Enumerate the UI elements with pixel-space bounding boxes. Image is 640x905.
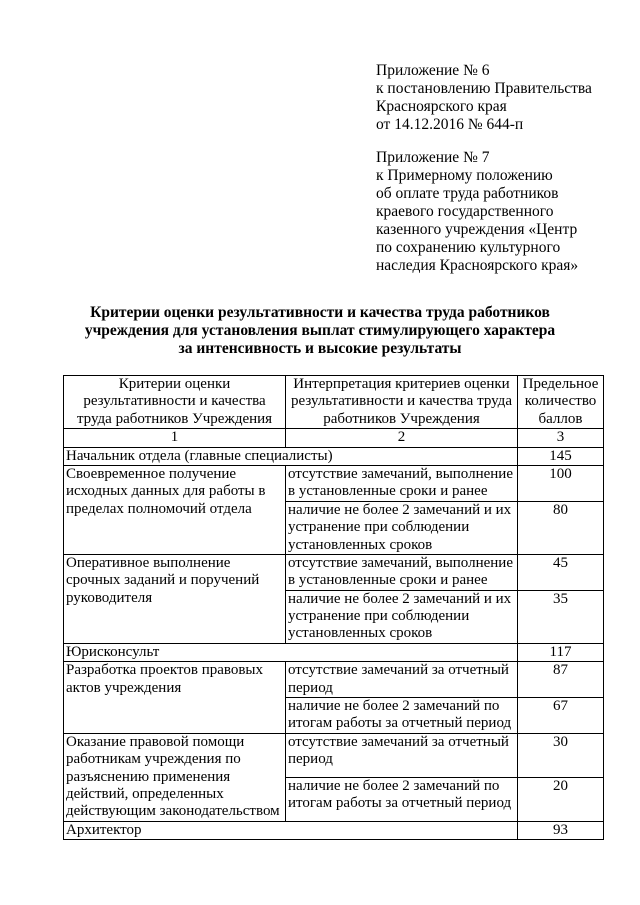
appendix-7-line: об оплате труда работников bbox=[376, 184, 559, 202]
criterion-points: 67 bbox=[518, 698, 604, 734]
title-line: Критерии оценки результативности и качества труда работников bbox=[90, 304, 550, 321]
appendix-7-line: Приложение № 7 bbox=[376, 149, 490, 166]
position-name: Архитектор bbox=[64, 821, 518, 839]
criterion-points: 30 bbox=[518, 733, 604, 777]
table-row bbox=[64, 554, 604, 590]
appendix-6-line: Красноярского края bbox=[376, 97, 507, 115]
criterion-interpretation: наличие не более 2 замечаний и их устранение при соблюдении установленных сроков bbox=[286, 501, 518, 554]
appendix-7-line: наследия Красноярского края» bbox=[376, 256, 579, 274]
column-number: 1 bbox=[64, 429, 286, 447]
criterion-points: 80 bbox=[518, 501, 604, 554]
position-name: Юрисконсульт bbox=[64, 643, 518, 661]
position-row bbox=[64, 643, 604, 661]
column-number: 2 bbox=[286, 429, 518, 447]
header-interpretation: Интерпретация критериев оценки результативности и качества труда работников Учреждения bbox=[286, 376, 518, 429]
criteria-table bbox=[63, 375, 604, 840]
appendix-6-line: к постановлению Правительства bbox=[376, 79, 592, 97]
criterion-points: 100 bbox=[518, 465, 604, 501]
appendix-6-block bbox=[376, 62, 626, 134]
appendix-6-line: от 14.12.2016 № 644-п bbox=[376, 115, 524, 133]
document-title bbox=[40, 304, 600, 358]
position-row bbox=[64, 821, 604, 839]
criterion-interpretation: наличие не более 2 замечаний по итогам работы за отчетный период bbox=[286, 777, 518, 821]
criterion-points: 45 bbox=[518, 554, 604, 590]
criterion-points: 87 bbox=[518, 662, 604, 698]
appendix-7-line: по сохранению культурного bbox=[376, 238, 561, 256]
criterion-name: Своевременное получение исходных данных для работы в пределах полномочий отдела bbox=[64, 465, 286, 554]
criterion-name: Разработка проектов правовых актов учреждения bbox=[64, 662, 286, 734]
appendix-7-line: к Примерному положению bbox=[376, 166, 553, 184]
criterion-interpretation: отсутствие замечаний, выполнение в установленные сроки и ранее bbox=[286, 554, 518, 590]
title-line: учреждения для установления выплат стимулирующего характера bbox=[84, 321, 556, 339]
header-criteria: Критерии оценки результативности и качества труда работников Учреждения bbox=[64, 376, 286, 429]
criterion-interpretation: наличие не более 2 замечаний и их устранение при соблюдении установленных сроков bbox=[286, 590, 518, 643]
appendix-7-line: казенного учреждения «Центр bbox=[376, 220, 578, 238]
table-row bbox=[64, 733, 604, 777]
header-points: Предельное количество баллов bbox=[518, 376, 604, 429]
criterion-points: 20 bbox=[518, 777, 604, 821]
column-number-row bbox=[64, 429, 604, 447]
criterion-name: Оказание правовой помощи работникам учреждения по разъяснению применения действий, определенных действующим законодательством bbox=[64, 733, 286, 821]
criterion-name: Оперативное выполнение срочных заданий и поручений руководителя bbox=[64, 554, 286, 643]
appendix-6-line: Приложение № 6 bbox=[376, 62, 490, 79]
table-header-row bbox=[64, 376, 604, 429]
appendix-7-block bbox=[376, 149, 626, 275]
title-line: за интенсивность и высокие результаты bbox=[178, 339, 462, 357]
criterion-interpretation: наличие не более 2 замечаний по итогам работы за отчетный период bbox=[286, 698, 518, 734]
appendix-7-line: краевого государственного bbox=[376, 202, 554, 220]
position-name: Начальник отдела (главные специалисты) bbox=[64, 447, 518, 465]
position-total: 117 bbox=[518, 643, 604, 661]
table-row bbox=[64, 662, 604, 698]
criterion-interpretation: отсутствие замечаний, выполнение в установленные сроки и ранее bbox=[286, 465, 518, 501]
criterion-points: 35 bbox=[518, 590, 604, 643]
criterion-interpretation: отсутствие замечаний за отчетный период bbox=[286, 662, 518, 698]
position-total: 93 bbox=[518, 821, 604, 839]
column-number: 3 bbox=[518, 429, 604, 447]
position-total: 145 bbox=[518, 447, 604, 465]
position-row bbox=[64, 447, 604, 465]
table-row bbox=[64, 465, 604, 501]
criterion-interpretation: отсутствие замечаний за отчетный период bbox=[286, 733, 518, 777]
